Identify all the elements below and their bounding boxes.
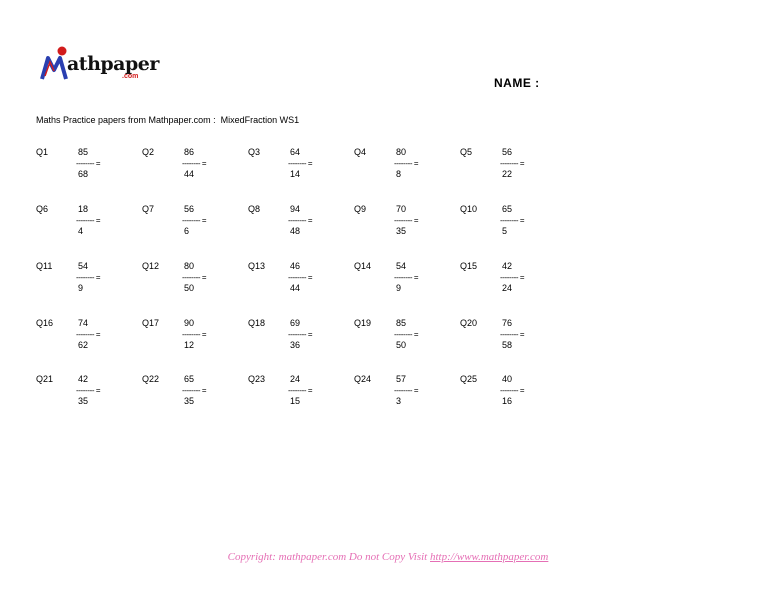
question-label: Q6 bbox=[36, 204, 49, 214]
fraction-numerator: 70 bbox=[396, 204, 407, 214]
fraction-numerator: 42 bbox=[78, 374, 89, 384]
question-label: Q12 bbox=[142, 261, 160, 271]
fraction-numerator: 69 bbox=[290, 318, 301, 328]
fraction-numerator: 85 bbox=[396, 318, 407, 328]
fraction-bar: -------- = bbox=[500, 273, 525, 282]
question-label: Q5 bbox=[460, 147, 473, 157]
logo-text: athpaper bbox=[67, 53, 159, 75]
fraction-denominator: 62 bbox=[78, 340, 89, 350]
question-label: Q25 bbox=[460, 374, 478, 384]
fraction-bar: -------- = bbox=[500, 159, 525, 168]
fraction-numerator: 42 bbox=[502, 261, 513, 271]
fraction-denominator: 35 bbox=[396, 226, 407, 236]
fraction-bar: -------- = bbox=[394, 330, 419, 339]
fraction-bar: -------- = bbox=[182, 330, 207, 339]
fraction-denominator: 3 bbox=[396, 396, 402, 406]
fraction-numerator: 65 bbox=[184, 374, 195, 384]
question-label: Q7 bbox=[142, 204, 155, 214]
fraction-denominator: 35 bbox=[78, 396, 89, 406]
fraction-bar: -------- = bbox=[288, 159, 313, 168]
fraction-bar: -------- = bbox=[76, 330, 101, 339]
fraction-denominator: 9 bbox=[396, 283, 402, 293]
copyright-footer bbox=[0, 551, 776, 563]
question-label: Q3 bbox=[248, 147, 261, 157]
fraction-numerator: 65 bbox=[502, 204, 513, 214]
logo-com-text: .com bbox=[122, 73, 139, 80]
question-label: Q10 bbox=[460, 204, 478, 214]
fraction-numerator: 46 bbox=[290, 261, 301, 271]
fraction-denominator: 15 bbox=[290, 396, 301, 406]
question-label: Q21 bbox=[36, 374, 54, 384]
fraction-denominator: 14 bbox=[290, 169, 301, 179]
fraction-numerator: 56 bbox=[502, 147, 513, 157]
fraction-numerator: 85 bbox=[78, 147, 89, 157]
fraction-denominator: 22 bbox=[502, 169, 513, 179]
question-label: Q18 bbox=[248, 318, 266, 328]
question-label: Q1 bbox=[36, 147, 49, 157]
logo-m-icon bbox=[40, 46, 70, 80]
fraction-numerator: 40 bbox=[502, 374, 513, 384]
fraction-numerator: 54 bbox=[396, 261, 407, 271]
fraction-denominator: 16 bbox=[502, 396, 513, 406]
question-label: Q20 bbox=[460, 318, 478, 328]
fraction-denominator: 12 bbox=[184, 340, 195, 350]
fraction-bar: -------- = bbox=[182, 273, 207, 282]
question-label: Q15 bbox=[460, 261, 478, 271]
fraction-numerator: 80 bbox=[396, 147, 407, 157]
fraction-denominator: 8 bbox=[396, 169, 402, 179]
fraction-bar: -------- = bbox=[182, 159, 207, 168]
fraction-denominator: 24 bbox=[502, 283, 513, 293]
worksheet-subtitle: Maths Practice papers from Mathpaper.com : MixedFraction WS1 bbox=[36, 115, 300, 125]
fraction-bar: -------- = bbox=[288, 216, 313, 225]
fraction-bar: -------- = bbox=[288, 330, 313, 339]
copyright-text: Copyright: mathpaper.com Do not Copy Visit bbox=[227, 551, 430, 563]
fraction-bar: -------- = bbox=[288, 386, 313, 395]
question-label: Q17 bbox=[142, 318, 160, 328]
fraction-numerator: 24 bbox=[290, 374, 301, 384]
fraction-denominator: 9 bbox=[78, 283, 84, 293]
fraction-bar: -------- = bbox=[394, 386, 419, 395]
question-label: Q23 bbox=[248, 374, 266, 384]
fraction-numerator: 76 bbox=[502, 318, 513, 328]
question-label: Q4 bbox=[354, 147, 367, 157]
fraction-numerator: 74 bbox=[78, 318, 89, 328]
fraction-bar: -------- = bbox=[76, 216, 101, 225]
question-label: Q16 bbox=[36, 318, 54, 328]
question-label: Q11 bbox=[36, 261, 53, 271]
fraction-numerator: 64 bbox=[290, 147, 301, 157]
mathpaper-logo bbox=[40, 36, 159, 84]
fraction-denominator: 68 bbox=[78, 169, 89, 179]
fraction-bar: -------- = bbox=[500, 386, 525, 395]
fraction-bar: -------- = bbox=[76, 159, 101, 168]
fraction-numerator: 80 bbox=[184, 261, 195, 271]
fraction-bar: -------- = bbox=[500, 330, 525, 339]
fraction-numerator: 86 bbox=[184, 147, 195, 157]
fraction-denominator: 36 bbox=[290, 340, 301, 350]
fraction-denominator: 58 bbox=[502, 340, 513, 350]
question-label: Q13 bbox=[248, 261, 266, 271]
copyright-link[interactable]: http://www.mathpaper.com bbox=[430, 551, 549, 563]
fraction-numerator: 90 bbox=[184, 318, 195, 328]
question-label: Q8 bbox=[248, 204, 261, 214]
fraction-denominator: 44 bbox=[290, 283, 301, 293]
question-label: Q9 bbox=[354, 204, 367, 214]
fraction-numerator: 54 bbox=[78, 261, 89, 271]
fraction-bar: -------- = bbox=[76, 273, 101, 282]
fraction-bar: -------- = bbox=[500, 216, 525, 225]
fraction-numerator: 56 bbox=[184, 204, 195, 214]
question-label: Q14 bbox=[354, 261, 372, 271]
fraction-denominator: 35 bbox=[184, 396, 195, 406]
fraction-denominator: 50 bbox=[184, 283, 195, 293]
question-label: Q22 bbox=[142, 374, 160, 384]
fraction-numerator: 57 bbox=[396, 374, 407, 384]
fraction-numerator: 94 bbox=[290, 204, 301, 214]
question-label: Q2 bbox=[142, 147, 155, 157]
name-label: NAME : bbox=[494, 76, 540, 90]
fraction-bar: -------- = bbox=[394, 216, 419, 225]
fraction-bar: -------- = bbox=[182, 386, 207, 395]
fraction-denominator: 5 bbox=[502, 226, 508, 236]
fraction-bar: -------- = bbox=[76, 386, 101, 395]
fraction-numerator: 18 bbox=[78, 204, 89, 214]
fraction-denominator: 4 bbox=[78, 226, 84, 236]
question-label: Q24 bbox=[354, 374, 372, 384]
fraction-bar: -------- = bbox=[288, 273, 313, 282]
fraction-denominator: 50 bbox=[396, 340, 407, 350]
fraction-bar: -------- = bbox=[394, 273, 419, 282]
fraction-denominator: 48 bbox=[290, 226, 301, 236]
fraction-bar: -------- = bbox=[182, 216, 207, 225]
question-label: Q19 bbox=[354, 318, 372, 328]
fraction-denominator: 6 bbox=[184, 226, 190, 236]
fraction-bar: -------- = bbox=[394, 159, 419, 168]
fraction-denominator: 44 bbox=[184, 169, 195, 179]
